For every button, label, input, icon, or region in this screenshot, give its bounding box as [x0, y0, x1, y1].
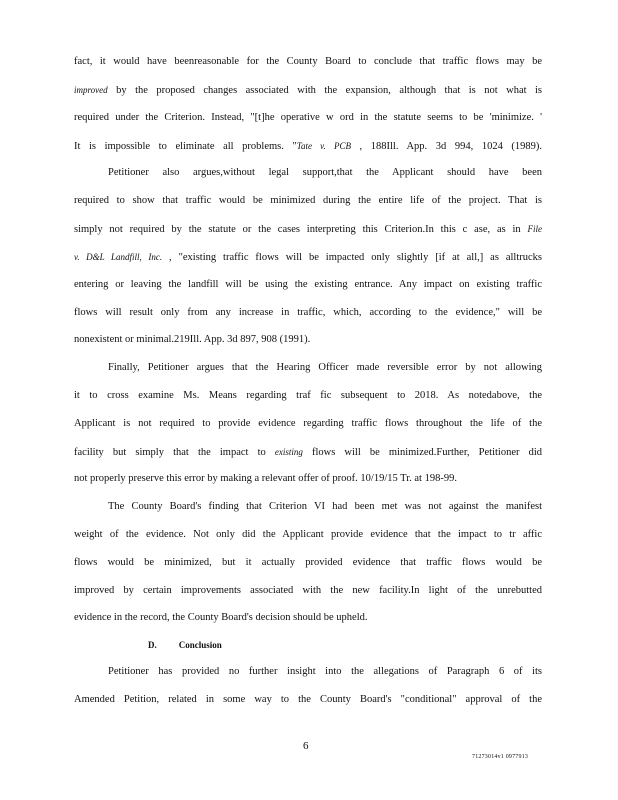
- page-number: 6: [303, 740, 309, 752]
- text-line: [108, 665, 542, 679]
- text-line: [74, 278, 542, 292]
- text-line: [74, 55, 542, 69]
- text-line: [74, 333, 542, 347]
- section-title: Conclusion: [178, 640, 222, 650]
- text-line: [74, 584, 542, 598]
- text-segment: required to show that traffic would be minimized during the entire life of the project. That is: [74, 195, 542, 206]
- section-heading: [148, 640, 222, 650]
- text-line: [74, 111, 542, 125]
- text-segment: It is impossible to eliminate all problems. ": [74, 141, 297, 152]
- text-segment: flows would be minimized, but it actually provided evidence that traffic flows would be: [74, 557, 542, 568]
- italic-term: existing: [274, 447, 303, 457]
- text-segment: by the proposed changes associated with the expansion, although that is not what is: [107, 85, 542, 96]
- text-segment: facility but simply that the impact to: [74, 447, 275, 458]
- text-line: [74, 139, 542, 154]
- text-segment: Amended Petition, related in some way to the County Board's "conditional" approval of the: [74, 694, 542, 705]
- text-line: [108, 500, 542, 514]
- text-segment: , 188Ill. App. 3d 994, 1024 (1989).: [350, 141, 543, 152]
- text-line: [74, 250, 542, 265]
- case-citation: Tate v. PCB: [296, 141, 351, 151]
- text-segment: flows will be minimized.Further, Petitioner did: [302, 447, 543, 458]
- text-segment: improved by certain improvements associated with the new facility.In light of the unrebutted: [74, 585, 542, 596]
- text-segment: Applicant is not required to provide evidence regarding traffic flows throughout the life of the: [74, 418, 542, 429]
- text-line: [108, 166, 542, 180]
- text-segment: Finally, Petitioner argues that the Hearing Officer made reversible error by not allowing: [108, 362, 542, 373]
- text-segment: fact, it would have beenreasonable for the County Board to conclude that traffic flows may be: [74, 56, 542, 67]
- document-id-footer: 71273014v1 0977913: [472, 754, 529, 760]
- text-segment: flows will result only from any increase in traffic, which, according to the evidence," will be: [74, 307, 542, 318]
- text-line: [74, 528, 542, 542]
- text-segment: nonexistent or minimal.219Ill. App. 3d 897, 908 (1991).: [74, 334, 311, 345]
- text-segment: entering or leaving the landfill will be using the existing entrance. Any impact on existing traffic: [74, 279, 542, 290]
- text-line: [74, 222, 542, 237]
- case-citation: v. D&L Landfill, Inc.: [74, 252, 163, 262]
- text-segment: The County Board's finding that Criterion VI had been met was not against the manifest: [108, 501, 542, 512]
- case-citation: File: [527, 224, 542, 234]
- section-letter: D.: [148, 640, 157, 650]
- text-line: [74, 417, 542, 431]
- text-segment: required under the Criterion. Instead, "[t]he operative w ord in the statute seems to be 'minimize. ': [74, 112, 542, 123]
- text-line: [74, 611, 542, 625]
- text-line: [74, 194, 542, 208]
- text-segment: it to cross examine Ms. Means regarding traf fic subsequent to 2018. As notedabove, the: [74, 390, 542, 401]
- text-line: [108, 361, 542, 375]
- text-segment: , "existing traffic flows will be impacted only slightly [if at all,] as alltrucks: [162, 252, 542, 263]
- text-segment: evidence in the record, the County Board's decision should be upheld.: [74, 612, 368, 623]
- text-line: [74, 83, 542, 98]
- text-line: [74, 445, 542, 460]
- text-segment: simply not required by the statute or the cases interpreting this Criterion.In this c ase, as in: [74, 224, 528, 235]
- text-line: [74, 389, 542, 403]
- text-line: [74, 693, 542, 707]
- text-segment: Petitioner has provided no further insight into the allegations of Paragraph 6 of its: [108, 666, 542, 677]
- text-segment: weight of the evidence. Not only did the Applicant provide evidence that the impact to tr affic: [74, 529, 542, 540]
- text-line: [74, 556, 542, 570]
- text-line: [74, 306, 542, 320]
- text-segment: Petitioner also argues,without legal support,that the Applicant should have been: [108, 167, 542, 178]
- text-line: [74, 472, 542, 486]
- text-segment: not properly preserve this error by making a relevant offer of proof. 10/19/15 Tr. at 198-99.: [74, 473, 457, 484]
- italic-term: improved: [74, 85, 108, 95]
